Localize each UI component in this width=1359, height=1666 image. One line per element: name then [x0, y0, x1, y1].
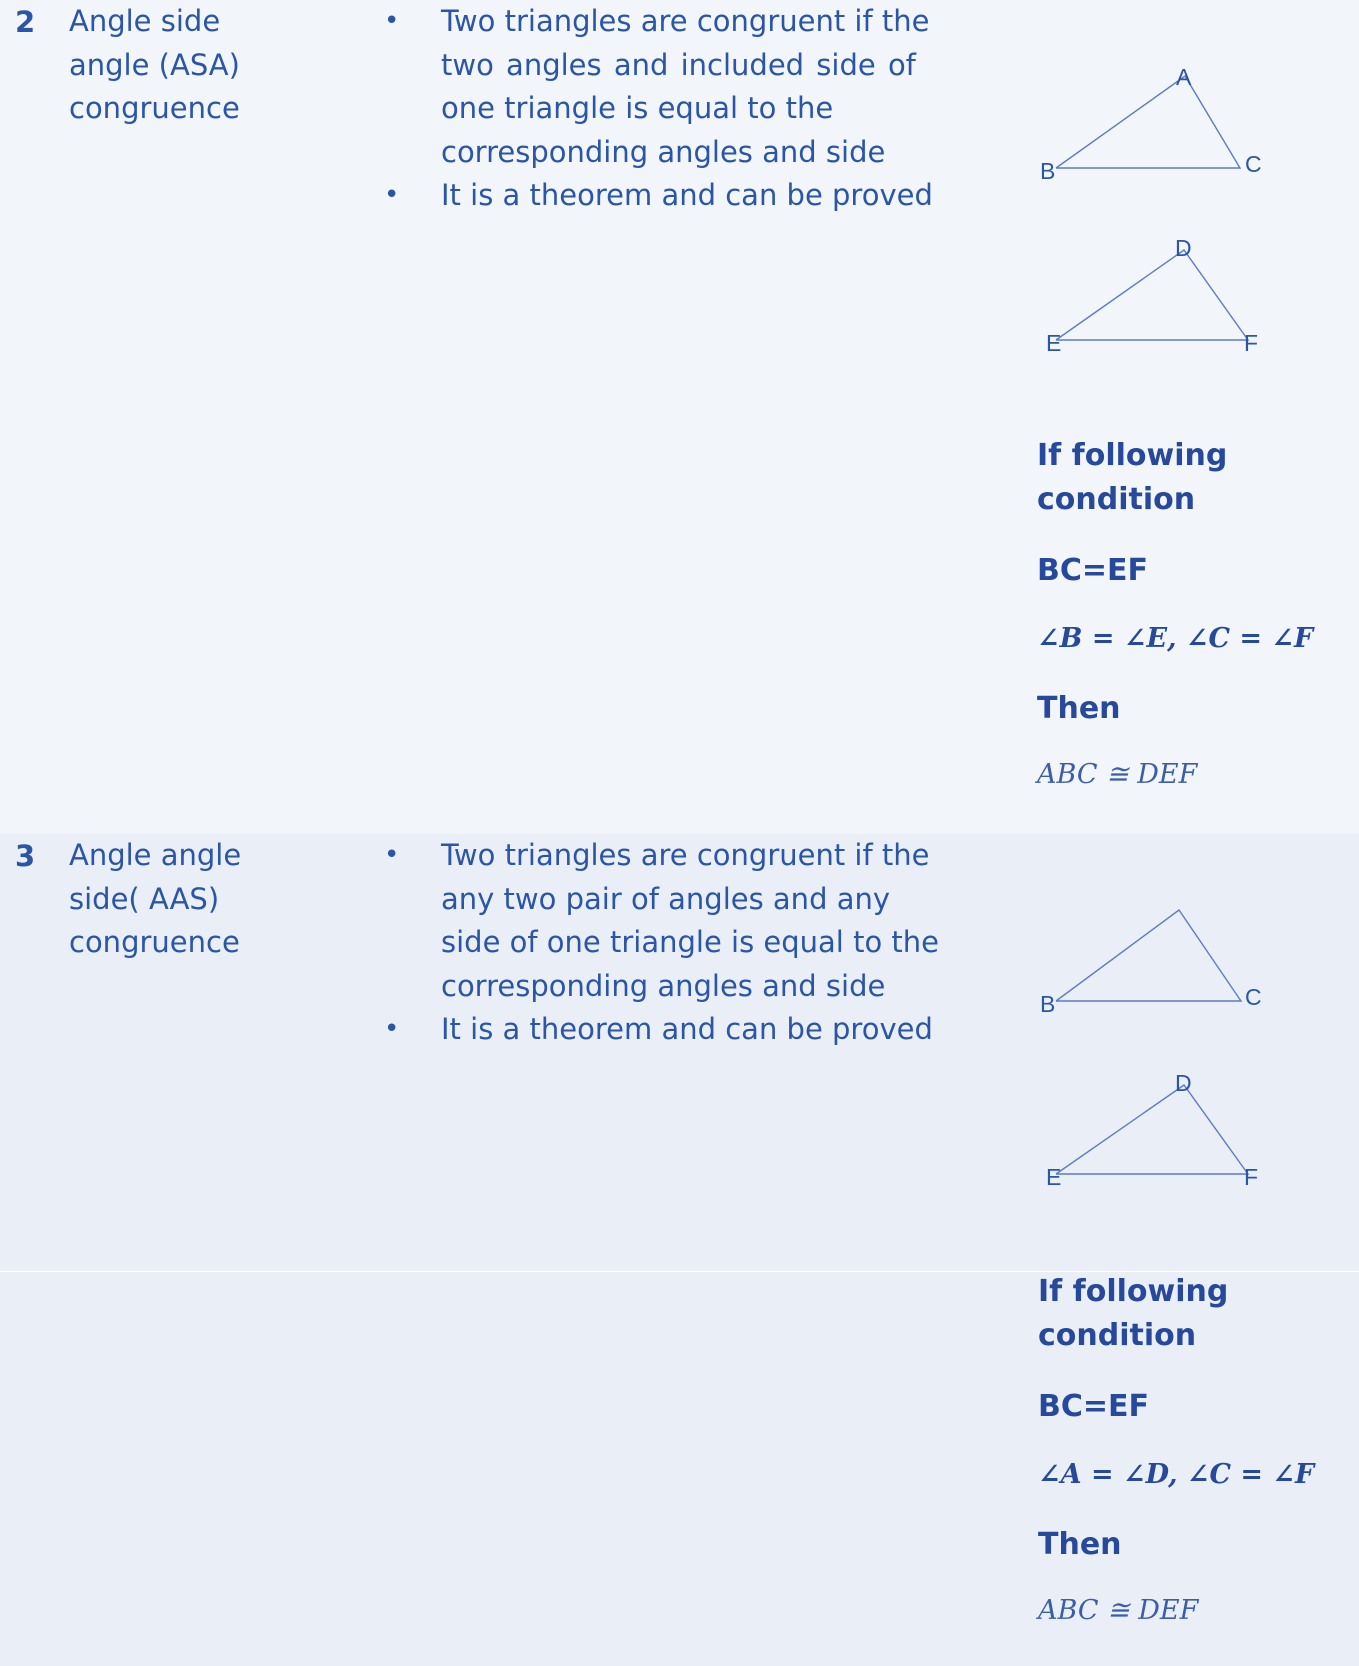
then-label: Then: [1037, 691, 1121, 726]
triangle-def-outline: [1056, 250, 1248, 340]
table-row-aas-continued: [0, 1271, 1359, 1666]
description-bullet: [384, 174, 1024, 218]
congruence-name: [69, 0, 369, 131]
congruence-result: ABC ≅ DEF: [1038, 1595, 1199, 1626]
bullet-line: corresponding angles and side: [441, 968, 886, 1003]
vertex-label-a: A: [1176, 66, 1192, 90]
description-bullet: [384, 1008, 1024, 1052]
vertex-label-e: E: [1046, 330, 1062, 356]
name-line: congruence: [69, 925, 240, 959]
vertex-label-b: B: [1040, 158, 1056, 184]
table-row-aas: [0, 834, 1359, 1271]
triangle-abc-outline: [1056, 76, 1240, 168]
bullet-line: side of one triangle is equal to the: [441, 925, 939, 959]
condition-heading-line: If following: [1037, 438, 1228, 473]
congruence-result: ABC ≅ DEF: [1037, 759, 1198, 790]
description-bullet: [384, 0, 1024, 174]
triangle-def-outline: [1056, 1085, 1248, 1174]
vertex-label-d: D: [1175, 1070, 1192, 1096]
vertex-label-e: E: [1046, 1164, 1062, 1190]
name-line: congruence: [69, 91, 240, 125]
name-line: Angle angle: [69, 838, 242, 872]
description-list: [384, 0, 1024, 218]
side-condition: BC=EF: [1038, 1389, 1150, 1424]
bullet-line: any two pair of angles and any: [441, 881, 891, 916]
triangle-def-diagram: [1040, 1067, 1280, 1201]
bullet-line: corresponding angles and side: [441, 134, 886, 169]
congruence-name: [69, 834, 369, 965]
condition-heading-line: condition: [1038, 1318, 1197, 1353]
condition-block: [1037, 434, 1347, 793]
description-bullet: [384, 834, 1024, 1008]
vertex-label-f: F: [1244, 1164, 1259, 1190]
bullet-line: • Two triangles are congruent if the: [441, 838, 930, 872]
triangle-def-svg: [1040, 232, 1280, 362]
triangle-bc-svg: [1040, 902, 1280, 1032]
then-label: Then: [1038, 1527, 1122, 1562]
description-list: [384, 834, 1024, 1052]
vertex-label-b: B: [1040, 991, 1056, 1017]
condition-heading-line: condition: [1037, 482, 1196, 517]
triangle-bc-outline: [1056, 910, 1241, 1001]
name-line: side( AAS): [69, 881, 220, 916]
bullet-line: two angles and included side of: [441, 47, 916, 82]
bullet-line: • Two triangles are congruent if the: [441, 4, 930, 38]
angle-condition: ∠A = ∠D, ∠C = ∠F: [1038, 1459, 1315, 1490]
triangle-def-svg: [1040, 1067, 1280, 1197]
row-number: 3: [15, 839, 36, 873]
name-line: angle (ASA): [69, 47, 240, 82]
bullet-line: • It is a theorem and can be proved: [441, 178, 933, 212]
bullet-line: one triangle is equal to the: [441, 91, 834, 125]
triangle-bc-diagram: [1040, 902, 1280, 1036]
vertex-label-c: C: [1245, 151, 1262, 177]
triangle-def-diagram: [1040, 232, 1280, 366]
bullet-line: • It is a theorem and can be proved: [441, 1012, 933, 1046]
triangle-abc-svg: [1040, 66, 1280, 196]
vertex-label-c: C: [1245, 984, 1262, 1010]
vertex-label-f: F: [1244, 330, 1259, 356]
angle-condition: ∠B = ∠E, ∠C = ∠F: [1037, 623, 1314, 654]
condition-heading-line: If following: [1038, 1274, 1229, 1309]
vertex-label-d: D: [1175, 235, 1192, 261]
row-number: 2: [15, 5, 36, 39]
name-line: Angle side: [69, 4, 221, 38]
side-condition: BC=EF: [1037, 553, 1149, 588]
triangle-abc-diagram: [1040, 66, 1280, 200]
condition-block: [1038, 1270, 1348, 1629]
